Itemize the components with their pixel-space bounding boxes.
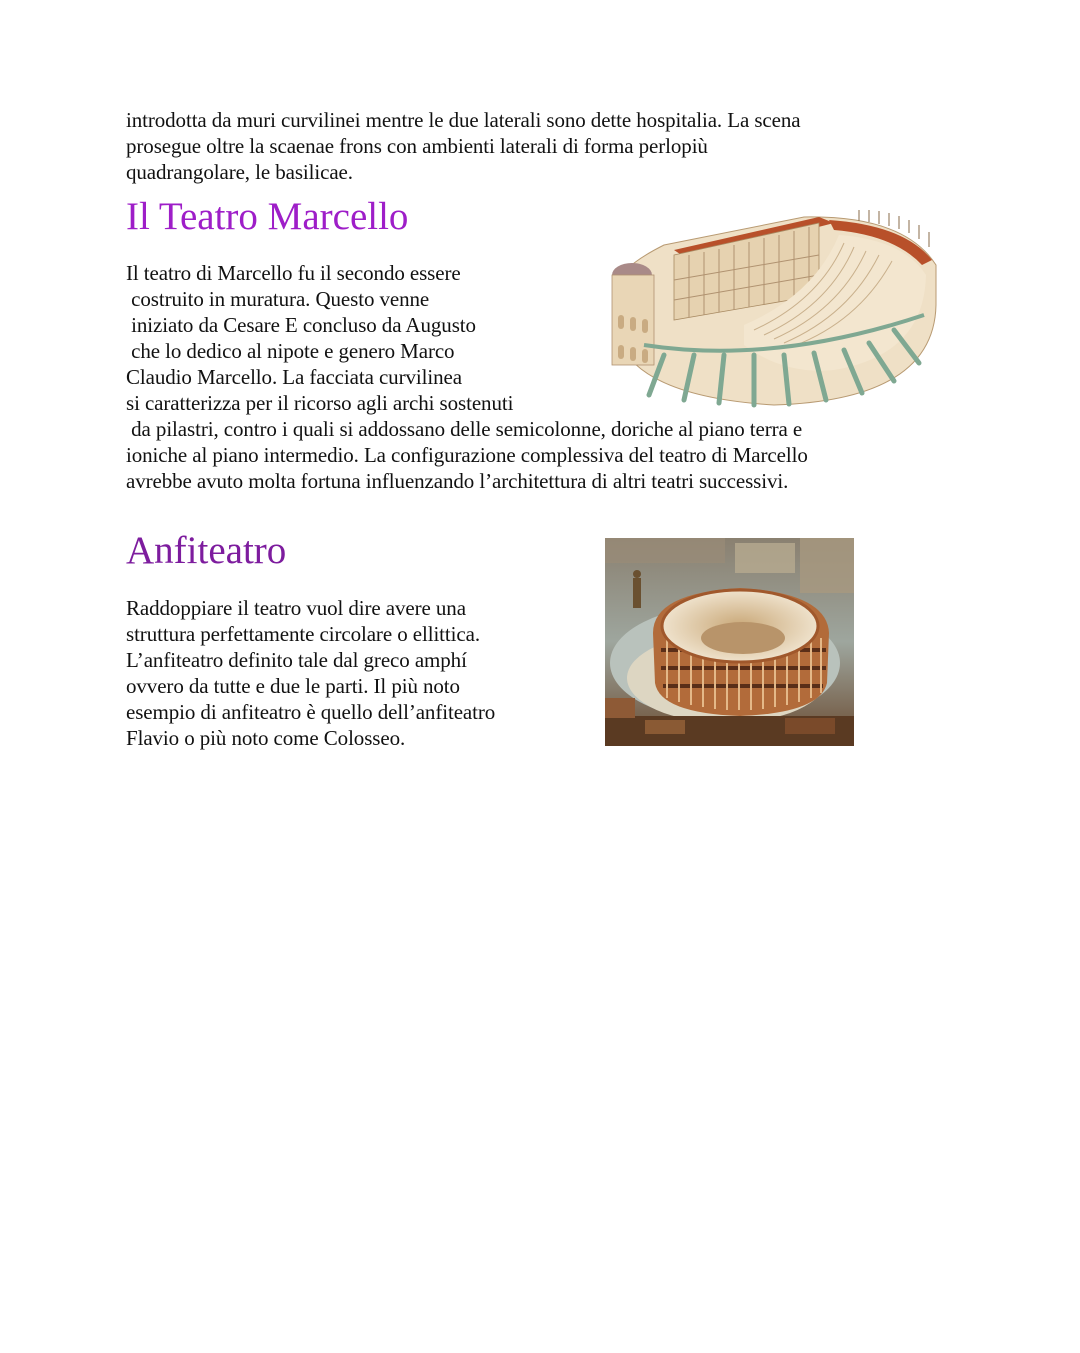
text-line: ovvero da tutte e due le parti. Il più noto <box>126 674 460 698</box>
text-line: avrebbe avuto molta fortuna influenzando l’architettura di altri teatri successivi. <box>126 469 789 493</box>
text-line: che lo dedico al nipote e genero Marco <box>126 339 455 363</box>
teatro-marcello-paragraph <box>126 260 808 494</box>
text-line: prosegue oltre la scaenae frons con ambienti laterali di forma perlopiù <box>126 134 708 158</box>
section-heading-teatro-marcello: Il Teatro Marcello <box>126 195 409 238</box>
text-line: quadrangolare, le basilicae. <box>126 160 353 184</box>
anfiteatro-paragraph <box>126 595 495 751</box>
section-heading-anfiteatro: Anfiteatro <box>126 529 287 572</box>
text-line: costruito in muratura. Questo venne <box>126 287 430 311</box>
text-line: introdotta da muri curvilinei mentre le due laterali sono dette hospitalia. La scena <box>126 108 801 132</box>
text-line: L’anfiteatro definito tale dal greco amphí <box>126 648 467 672</box>
text-line: struttura perfettamente circolare o ellittica. <box>126 622 480 646</box>
text-line: Il teatro di Marcello fu il secondo essere <box>126 261 461 285</box>
intro-paragraph <box>126 107 800 185</box>
text-line: iniziato da Cesare E concluso da Augusto <box>126 313 476 337</box>
text-line: si caratterizza per il ricorso agli archi sostenuti <box>126 391 514 415</box>
text-line: esempio di anfiteatro è quello dell’anfiteatro <box>126 700 496 724</box>
colosseum-image <box>605 538 854 746</box>
text-line: Claudio Marcello. La facciata curvilinea <box>126 365 462 389</box>
text-line: Flavio o più noto come Colosseo. <box>126 726 406 750</box>
colosseum-illustration-icon <box>605 538 854 746</box>
text-line: da pilastri, contro i quali si addossano delle semicolonne, doriche al piano terra e <box>126 417 803 441</box>
text-line: Raddoppiare il teatro vuol dire avere una <box>126 596 466 620</box>
text-line: ioniche al piano intermedio. La configurazione complessiva del teatro di Marcello <box>126 443 808 467</box>
